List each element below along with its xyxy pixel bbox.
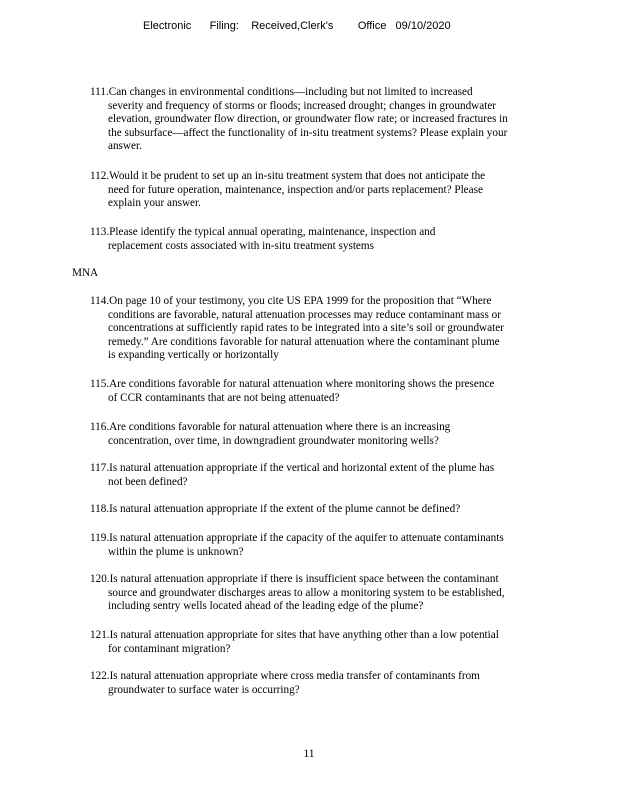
- question-line: groundwater to surface water is occurring?: [108, 683, 300, 696]
- question-line: explain your answer.: [108, 197, 201, 210]
- question-line: Is natural attenuation appropriate if the extent of the plume cannot be defined?: [109, 503, 461, 515]
- question-line: replacement costs associated with in-situ treatment systems: [108, 239, 374, 252]
- question-line: Is natural attenuation appropriate if the vertical and horizontal extent of the plume has: [109, 462, 495, 474]
- question-line: Is natural attenuation appropriate if there is insufficient space between the contaminant: [109, 573, 499, 585]
- question-line: Are conditions favorable for natural attenuation where there is an increasing: [109, 421, 451, 433]
- question-line: conditions are favorable, natural attenuation processes may reduce contaminant mass or: [108, 308, 501, 321]
- question-120: [90, 573, 596, 614]
- question-number: 118.: [90, 503, 110, 515]
- question-number: 113.: [90, 226, 110, 238]
- question-number: 120.: [90, 573, 110, 585]
- question-115: [90, 378, 596, 405]
- question-line: Is natural attenuation appropriate for sites that have anything other than a low potential: [109, 629, 499, 641]
- question-number: 121.: [90, 629, 110, 641]
- question-121: [90, 629, 596, 656]
- question-number: 122.: [90, 670, 110, 682]
- question-number: 114.: [90, 295, 110, 307]
- question-line: for contaminant migration?: [108, 642, 231, 655]
- question-line: concentration, over time, in downgradient groundwater monitoring wells?: [108, 434, 439, 447]
- question-113: [90, 226, 596, 253]
- question-line: remedy.” Are conditions favorable for natural attenuation where the contaminant plume: [108, 335, 500, 348]
- question-line: not been defined?: [108, 475, 188, 488]
- question-line: concentrations at sufficiently rapid rates to be integrated into a site’s soil or groundwater: [108, 322, 504, 335]
- question-line: within the plume is unknown?: [108, 545, 244, 558]
- question-118: [90, 503, 596, 517]
- question-line: Can changes in environmental conditions—including but not limited to increased: [108, 86, 473, 98]
- question-122: [90, 670, 596, 697]
- question-line: Is natural attenuation appropriate if the capacity of the aquifer to attenuate contaminants: [109, 532, 504, 544]
- question-line: Please identify the typical annual operating, maintenance, inspection and: [109, 226, 436, 238]
- question-line: Would it be prudent to set up an in-situ treatment system that does not anticipate the: [109, 170, 486, 182]
- question-line: source and groundwater discharges areas to allow a monitoring system to be established,: [108, 586, 505, 599]
- question-number: 117.: [90, 462, 110, 474]
- question-116: [90, 421, 596, 448]
- question-number: 116.: [90, 421, 110, 433]
- question-number: 112.: [90, 170, 110, 182]
- question-117: [90, 462, 596, 489]
- question-number: 115.: [90, 378, 110, 390]
- question-114: [90, 295, 596, 363]
- question-number: 119.: [90, 532, 110, 544]
- question-line: On page 10 of your testimony, you cite US EPA 1999 for the proposition that “Where: [109, 295, 492, 307]
- question-line: need for future operation, maintenance, inspection and/or parts replacement? Please: [108, 183, 483, 196]
- question-line: the subsurface—affect the functionality of in-situ treatment systems? Please explain your: [108, 126, 508, 139]
- question-line: including sentry wells located ahead of the leading edge of the plume?: [108, 600, 424, 613]
- question-line: severity and frequency of storms or floods; increased drought; changes in groundwater: [108, 99, 497, 112]
- filing-header: Electronic Filing: Received,Clerk's Office 09/10/2020: [143, 20, 451, 32]
- question-119: [90, 532, 596, 559]
- question-112: [90, 170, 596, 211]
- question-number: 111.: [90, 86, 109, 98]
- page-number: 11: [303, 748, 315, 760]
- question-line: Are conditions favorable for natural attenuation where monitoring shows the presence: [109, 378, 495, 390]
- question-line: of CCR contaminants that are not being attenuated?: [108, 391, 340, 404]
- question-line: is expanding vertically or horizontally: [108, 349, 279, 362]
- question-line: elevation, groundwater flow direction, or groundwater flow rate; or increased fractures in: [108, 113, 508, 126]
- question-line: Is natural attenuation appropriate where cross media transfer of contaminants from: [109, 670, 480, 682]
- question-111: [90, 86, 596, 154]
- question-line: answer.: [108, 140, 142, 153]
- section-heading: MNA: [72, 267, 99, 279]
